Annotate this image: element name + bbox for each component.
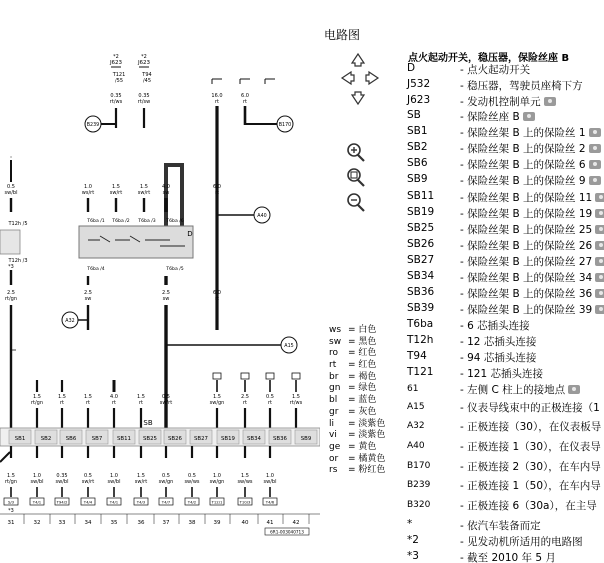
wire-color-label: sw/bl	[55, 479, 69, 485]
camera-icon[interactable]	[595, 225, 604, 234]
wire-size-label: 1.5	[137, 473, 145, 479]
legend-description: - 仪表导线束中的正极连接（1	[460, 402, 600, 414]
wire-size-label: 1.5	[137, 394, 145, 400]
camera-icon[interactable]	[589, 160, 601, 169]
color-name: = 蓝色	[348, 395, 377, 406]
legend-description: - 保险丝架 B 上的保险丝 26	[460, 238, 604, 253]
grid-number: 37	[162, 520, 170, 526]
color-abbr: gr	[329, 406, 339, 417]
ref-star-label: *2	[141, 54, 147, 60]
camera-icon[interactable]	[589, 144, 601, 153]
wire-size-label: 1.5	[84, 394, 92, 400]
wire-size-label: 1.5	[140, 184, 148, 190]
legend-code: *	[407, 518, 413, 530]
wire-color-label: sw/bl	[30, 479, 44, 485]
wire-size-label: 1.5	[7, 473, 15, 479]
legend-description: - 保险丝架 B 上的保险丝 25	[460, 222, 604, 237]
wire-size-label: 0.5	[7, 184, 15, 190]
legend-description: - 正极连接（30），在仪表板导	[460, 421, 602, 433]
camera-icon[interactable]	[595, 289, 604, 298]
wire-size-label: 1.5	[292, 394, 300, 400]
wire-size-label: 0.35	[56, 473, 68, 479]
wire-color-label: rt	[59, 400, 65, 406]
wire-size-label: 2.5	[241, 394, 249, 400]
legend-description: - 保险丝座 B	[460, 109, 535, 124]
color-key-row	[329, 439, 389, 451]
plug-pin-label: T6ba /3	[138, 219, 156, 224]
wire-color-label: sw/rt	[109, 190, 123, 196]
legend-description: - 正极连接 2（30），在车内导	[460, 461, 601, 473]
legend-description: - 12 芯插头连接	[460, 336, 537, 348]
wire	[0, 452, 10, 462]
grid-number: 36	[137, 520, 145, 526]
wire-size-label: 0.5	[84, 473, 92, 479]
wire-size-label: 1.0	[84, 184, 92, 190]
dot-marker: ·	[9, 153, 13, 162]
legend-description: - 发动机控制单元	[460, 94, 556, 109]
color-name: = 绿色	[348, 383, 377, 394]
drawing-id: 6R1-003040713	[270, 529, 304, 535]
wire-size-label: 1.5	[241, 473, 249, 479]
wire-color-label: sw/bl	[263, 479, 277, 485]
ref-box-label: S/3	[7, 499, 15, 505]
legend-code: B170	[407, 461, 431, 471]
color-key-row	[329, 392, 389, 404]
legend-description: - 正极连接 1（50），在车内导	[460, 480, 601, 492]
fuse-label: SB6	[65, 436, 77, 442]
legend-code: *3	[407, 550, 419, 562]
terminal-box	[266, 373, 274, 379]
legend-description: - 保险丝架 B 上的保险丝 9	[460, 173, 601, 188]
legend-description: - 保险丝架 B 上的保险丝 6	[460, 157, 601, 172]
legend-code: B320	[407, 500, 431, 510]
legend-description: - 左侧 C 柱上的接地点	[460, 382, 580, 397]
wire-size-label: 0.35	[138, 93, 150, 99]
camera-icon[interactable]	[544, 97, 556, 106]
legend-code: B239	[407, 480, 431, 490]
legend-description: - 稳压器，驾驶员座椅下方	[460, 80, 583, 92]
color-key-row	[329, 416, 389, 428]
pin-ref-label: T121	[112, 72, 126, 78]
camera-icon[interactable]	[589, 128, 601, 137]
color-key-row	[329, 357, 389, 369]
plug-pin-label: T12h /3	[8, 258, 28, 264]
color-abbr: li	[329, 418, 335, 429]
camera-icon[interactable]	[595, 305, 604, 314]
camera-icon[interactable]	[595, 241, 604, 250]
plug-body	[0, 230, 20, 254]
legend-description: - 保险丝架 B 上的保险丝 1	[460, 125, 601, 140]
legend-code: A40	[407, 441, 425, 451]
connector-label: A15	[284, 344, 294, 349]
legend-code: *2	[407, 534, 419, 546]
plug-pin-label: T6ba /4	[87, 267, 105, 272]
ref-box-label: T4/2	[187, 499, 197, 505]
grid-number: 40	[241, 520, 249, 526]
terminal-box	[292, 373, 300, 379]
camera-icon[interactable]	[595, 257, 604, 266]
ref-box-label: T4/4	[83, 499, 93, 505]
pan-left-icon[interactable]	[342, 72, 354, 84]
wire-size-label: 1.5	[33, 394, 41, 400]
page-heading: 电路图	[324, 28, 361, 42]
color-name: = 红色	[348, 348, 377, 359]
ref-star-label: *3	[8, 508, 14, 514]
color-abbr: rs	[329, 465, 338, 476]
wire-color-label: rt/gn	[4, 479, 18, 485]
legend-description: - 保险丝架 B 上的保险丝 34	[460, 270, 604, 285]
legend-code: SB2	[407, 141, 428, 153]
wire-color-label: rt	[111, 400, 117, 406]
fuse-label: SB1	[14, 436, 26, 442]
color-key-row	[329, 404, 389, 416]
legend-description: - 6 芯插头连接	[460, 320, 530, 332]
ref-box-label: T10/3	[239, 499, 251, 505]
wire-size-label: 0.35	[110, 93, 122, 99]
ref-box-label: T4/6	[265, 499, 275, 505]
wire-color-label: sw/ws	[237, 479, 253, 485]
legend-code: SB26	[407, 238, 435, 250]
color-key-row	[329, 380, 389, 392]
wire-size-label: 0.5	[266, 394, 274, 400]
connector-label: B170	[278, 123, 292, 128]
legend-code: A32	[407, 421, 425, 431]
wire-color-label: rt/sw	[137, 99, 151, 105]
color-abbr: rt	[329, 360, 337, 371]
legend-description: - 见发动机所适用的电路图	[460, 536, 583, 548]
plug-pin-label: T6ba /1	[87, 219, 105, 224]
wire-size-label: 0.5	[162, 394, 170, 400]
wire-color-label: rt/gn	[30, 400, 44, 406]
grid-number: 38	[188, 520, 196, 526]
color-abbr: br	[329, 371, 339, 382]
ref-box-label: T4/1	[32, 499, 42, 505]
legend-code: SB27	[407, 254, 435, 266]
camera-icon[interactable]	[589, 176, 601, 185]
ignition-switch-box	[79, 226, 193, 258]
zoom-in-icon[interactable]	[348, 144, 364, 161]
camera-icon[interactable]	[595, 273, 604, 282]
zoom-fit-icon[interactable]	[348, 169, 364, 186]
color-name: = 白色	[348, 325, 377, 335]
legend-description: - 保险丝架 B 上的保险丝 39	[460, 302, 604, 317]
pin-ref-label: /55	[114, 78, 124, 84]
wire-size-label: 1.0	[213, 473, 221, 479]
color-key-row	[329, 369, 389, 381]
camera-icon[interactable]	[568, 385, 580, 394]
color-abbr: vi	[329, 430, 337, 441]
legend-description: - 保险丝架 B 上的保险丝 19	[460, 206, 604, 221]
legend-code: D	[407, 62, 416, 74]
legend-code: T94	[407, 350, 427, 362]
wire-color-label: ws/rt	[81, 190, 95, 196]
legend-description: - 截至 2010 年 5 月	[460, 552, 556, 563]
connector-label: A40	[257, 214, 267, 219]
plug-pin-label: T6ba /5	[166, 267, 184, 272]
legend-code: 61	[407, 384, 419, 394]
connector-label: B239	[86, 123, 100, 128]
legend-description: - 保险丝架 B 上的保险丝 2	[460, 141, 601, 156]
color-abbr: ro	[329, 348, 339, 359]
fuse-label: SB34	[247, 436, 261, 442]
plug-pin-label: T6ba /6	[166, 219, 184, 224]
switch-label: D	[187, 230, 193, 238]
fuse-label: SB7	[91, 436, 103, 442]
wire-size-label: 16.0	[211, 93, 223, 99]
legend-code: SB36	[407, 286, 435, 298]
pin-ref-label: T94	[142, 72, 152, 78]
terminal-symbol	[265, 79, 275, 84]
color-name: = 淡紫色	[348, 418, 386, 429]
fuse-label: SB25	[143, 436, 157, 442]
wire-color-label: sw/rt	[81, 479, 95, 485]
color-abbr: bl	[329, 395, 338, 406]
connector-ref-label: J623	[109, 60, 123, 66]
wire-color-key	[329, 322, 389, 474]
ref-box-label: T12/1	[211, 499, 223, 505]
terminal-box	[213, 373, 221, 379]
wire-size-label: 4.0	[162, 184, 170, 190]
grid-number: 41	[266, 520, 274, 526]
legend-code: SB6	[407, 157, 428, 169]
legend-code: J532	[407, 78, 431, 90]
color-abbr: gn	[329, 383, 341, 394]
wire-size-label: 1.5	[213, 394, 221, 400]
wire-size-label: 0.5	[188, 473, 196, 479]
color-name: = 褐色	[348, 371, 377, 382]
color-name: = 灰色	[348, 406, 377, 417]
plug-pin-label: T6ba /2	[112, 219, 130, 224]
legend-code: SB11	[407, 190, 435, 202]
fuse-label: SB11	[117, 436, 131, 442]
legend-code: SB	[407, 109, 421, 121]
legend-description: - 94 芯插头连接	[460, 352, 537, 364]
wire-color-label: rt/gn	[4, 296, 18, 302]
color-name: = 红色	[348, 360, 377, 371]
wire-color-label: rt	[242, 99, 248, 105]
connector-ref-label: J623	[137, 60, 151, 66]
legend-code: SB1	[407, 125, 428, 137]
legend-code: SB9	[407, 173, 428, 185]
terminal-symbol	[212, 79, 222, 84]
legend-description: - 保险丝架 B 上的保险丝 36	[460, 286, 604, 301]
terminal-box	[241, 373, 249, 379]
color-name: = 黑色	[348, 336, 377, 347]
grid-number: 32	[33, 520, 41, 526]
legend-title: 点火起动开关，稳压器，保险丝座 B	[408, 53, 570, 64]
grid-number: 31	[7, 520, 15, 526]
grid-number: 42	[292, 520, 300, 526]
grid-number: 39	[213, 520, 221, 526]
wire-size-label: 4.0	[110, 394, 118, 400]
fuse-label: SB2	[40, 436, 52, 442]
pan-up-icon[interactable]	[352, 54, 364, 66]
wire-size-label: 2.5	[162, 290, 170, 296]
legend-code: T121	[407, 366, 434, 378]
legend-code: T12h	[407, 334, 434, 346]
pan-right-icon[interactable]	[366, 72, 378, 84]
wire-color-label: sw	[84, 296, 92, 302]
color-key-row	[329, 322, 389, 334]
wire-color-label: rt/ws	[109, 99, 123, 105]
wire-color-label: rt	[214, 99, 220, 105]
ref-box-label: T4/7	[161, 499, 171, 505]
legend-code: T6ba	[407, 318, 434, 330]
color-name: = 淡紫色	[348, 430, 386, 441]
grid-number: 34	[84, 520, 92, 526]
wire-size-label: 1.5	[112, 184, 120, 190]
wire-color-label: sw/rt	[134, 479, 148, 485]
fuse-label: SB27	[194, 436, 208, 442]
wire-size-label: 6.0	[213, 290, 221, 296]
legend-code: SB34	[407, 270, 435, 282]
fuse-label: SB36	[273, 436, 287, 442]
legend-code: SB19	[407, 206, 435, 218]
legend-description: - 依汽车装备而定	[460, 520, 541, 532]
wire-color-label: sw/bl	[107, 479, 121, 485]
navigation-panel	[336, 44, 392, 234]
zoom-out-icon[interactable]	[348, 194, 364, 211]
fuse-label: SB19	[221, 436, 235, 442]
ref-box-label: T4/1	[109, 499, 119, 505]
ref-star-label: *3	[8, 264, 14, 270]
wire-size-label: 1.0	[110, 473, 118, 479]
legend-code: SB39	[407, 302, 435, 314]
color-key-row	[329, 427, 389, 439]
wire-color-label: sw/gn	[209, 400, 225, 406]
color-name: = 粉红色	[348, 465, 386, 476]
wire-color-label: sw/gn	[209, 479, 225, 485]
fuse-label: SB26	[168, 436, 182, 442]
camera-icon[interactable]	[595, 193, 604, 202]
legend-description: - 点火起动开关	[460, 64, 531, 76]
fuse-box-label: SB	[143, 419, 153, 427]
wire-color-label: rt	[214, 190, 220, 196]
legend-description: - 正极连接 1（30），在仪表导	[460, 441, 601, 453]
wire-color-label: rt	[85, 400, 91, 406]
color-name: = 橘黄色	[348, 453, 386, 464]
camera-icon[interactable]	[595, 209, 604, 218]
camera-icon[interactable]	[523, 112, 535, 121]
wire-size-label: 2.5	[84, 290, 92, 296]
grid-number: 33	[58, 520, 66, 526]
wire-color-label: sw/ws	[184, 479, 200, 485]
color-key-row	[329, 451, 389, 463]
color-key-row	[329, 462, 389, 474]
color-name: = 黄色	[348, 441, 377, 452]
wire-size-label: 1.0	[33, 473, 41, 479]
wire-color-label: rt	[267, 400, 273, 406]
connector-label: A32	[65, 319, 75, 324]
legend-description: - 保险丝架 B 上的保险丝 27	[460, 254, 604, 269]
legend-code: SB25	[407, 222, 435, 234]
legend-description: - 保险丝架 B 上的保险丝 11	[460, 190, 604, 205]
wire-size-label: 1.5	[58, 394, 66, 400]
fuse-label: SB9	[300, 436, 312, 442]
wire-color-label: sw/bl	[4, 190, 18, 196]
pin-ref-label: /45	[142, 78, 152, 84]
wire-color-label: sw/rt	[137, 190, 151, 196]
wire-size-label: 6.0	[241, 93, 249, 99]
wire-color-label: rt	[242, 400, 248, 406]
legend-code: J623	[407, 94, 431, 106]
color-key-row	[329, 345, 389, 357]
pan-down-icon[interactable]	[352, 92, 364, 104]
wire-color-label: rt/ws	[289, 400, 303, 406]
wire-color-label: rt	[214, 296, 220, 302]
wire-color-label: sw/gn	[158, 479, 174, 485]
legend-description: - 121 芯插头连接	[460, 368, 544, 380]
legend-list	[406, 62, 604, 563]
wire-color-label: rt	[138, 400, 144, 406]
terminal-symbol	[240, 79, 250, 84]
wire-size-label: 6.0	[213, 184, 221, 190]
color-abbr: ge	[329, 441, 341, 452]
pan-arrows-group[interactable]	[342, 54, 378, 104]
ref-box-label: T94/2	[56, 499, 68, 505]
ref-box-label: T4/3	[136, 499, 146, 505]
color-abbr: or	[329, 453, 339, 464]
wire-color-label: sw/rt	[159, 400, 173, 406]
grid-number: 35	[110, 520, 118, 526]
wire-size-label: 2.5	[7, 290, 15, 296]
ref-star-label: *2	[113, 54, 119, 60]
color-abbr: sw	[329, 336, 342, 347]
color-key-row	[329, 334, 389, 346]
legend-description: - 正极连接 6（30a），在主导	[460, 500, 597, 512]
wire-color-label: sw	[162, 190, 170, 196]
plug-pin-label: T12h /5	[8, 221, 28, 227]
wire-color-label: sw	[162, 296, 170, 302]
legend-code: A15	[407, 402, 425, 412]
wire-size-label: 0.5	[162, 473, 170, 479]
color-abbr: ws	[329, 325, 342, 335]
wire-size-label: 1.0	[266, 473, 274, 479]
